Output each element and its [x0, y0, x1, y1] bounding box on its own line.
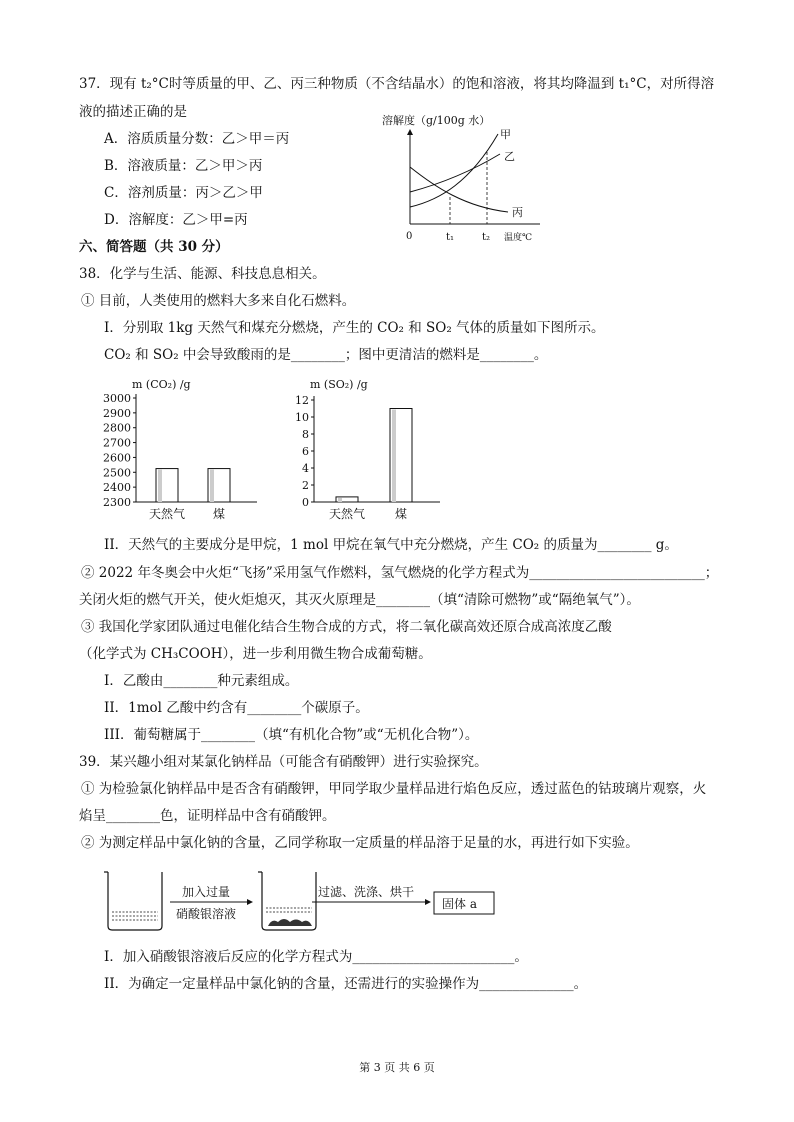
chart-1-ytick-label: 0: [302, 496, 309, 509]
solubility-graph: [380, 112, 550, 252]
curve-bing: [410, 167, 508, 212]
chart-1-ytick-label: 6: [302, 445, 309, 458]
q39-part2-ii: II．为确定一定量样品中氯化钠的含量，还需进行的实验操作为______________。: [104, 976, 588, 992]
chart-1-bar-shade: [392, 410, 396, 503]
curve-bing-label: 丙: [512, 206, 523, 219]
chart-1-ytick-label: 10: [295, 411, 309, 424]
chart-0-bar-shade: [158, 470, 162, 502]
q38-part3-line2: （化学式为 CH₃COOH），进一步利用微生物合成葡萄糖。: [79, 646, 432, 662]
q39-part1-line1: ① 为检验氯化钠样品中是否含有硝酸钾，甲同学取少量样品进行焰色反应，透过蓝色的钴玻璃片观察，火: [81, 781, 707, 797]
page-footer: 第 3 页 共 6 页: [359, 1061, 435, 1074]
chart-0-ytick-label: 2800: [103, 421, 131, 435]
q38-part3-iii: III．葡萄糖属于________（填“有机化合物”或“无机化合物”）。: [104, 727, 479, 743]
q39-stem: 39．某兴趣小组对某氯化钠样品（可能含有硝酸钾）进行实验探究。: [79, 754, 488, 770]
q37-stem-line2: 液的描述正确的是: [79, 104, 187, 120]
chart-1-ytick-label: 2: [302, 479, 309, 492]
graph-t2-label: t₂: [482, 232, 491, 243]
flow-step2: 过滤、洗涤、烘干: [318, 885, 415, 899]
q37-option-b: B．溶液质量：乙＞甲＞丙: [104, 158, 263, 174]
q39-part2-i: I．加入硝酸银溶液后反应的化学方程式为________________________。: [104, 949, 528, 965]
q38-part2-line2: 关闭火炬的燃气开关，使火炬熄灭，其灭火原理是________（填“清除可燃物”或“隔绝氧气”）。: [79, 592, 640, 608]
chart-0-bar-shade: [210, 470, 214, 502]
q39-part1-line2: 焰呈________色，证明样品中含有硝酸钾。: [79, 808, 336, 824]
chart-0-category-label: 天然气: [148, 507, 186, 521]
graph-xlabel: 温度℃: [504, 233, 533, 243]
chart-0-ytick-label: 2500: [103, 466, 131, 480]
q37-option-d: D．溶解度：乙＞甲=丙: [104, 212, 248, 228]
curve-yi-label: 乙: [504, 150, 515, 163]
q38-part3-i: I．乙酸由________种元素组成。: [104, 673, 299, 689]
chart-1-ylabel: m (SO₂) /g: [310, 378, 368, 391]
flow-step1-bottom: 硝酸银溶液: [176, 907, 237, 921]
chart-1-category-label: 天然气: [328, 507, 366, 521]
graph-t1-label: t₁: [446, 232, 455, 243]
chart-1-ytick-label: 8: [302, 428, 309, 441]
chart-1-category-label: 煤: [394, 507, 408, 521]
q38-part1-i: I．分别取 1kg 天然气和煤充分燃烧，产生的 CO₂ 和 SO₂ 气体的质量如下图所示。: [104, 320, 605, 336]
graph-origin: 0: [406, 231, 413, 242]
flow-step1-top: 加入过量: [182, 885, 231, 899]
q38-part3-line1: ③ 我国化学家团队通过电催化结合生物合成的方式，将二氧化碳高效还原合成高浓度乙酸: [81, 619, 612, 635]
q37-stem-line1: 37．现有 t₂°C时等质量的甲、乙、丙三种物质（不含结晶水）的饱和溶液，将其均降温到 t₁°C，对所得溶: [79, 76, 715, 92]
q37-option-a: A．溶质质量分数：乙＞甲＝丙: [104, 131, 290, 147]
q38-part1-i-question: CO₂ 和 SO₂ 中会导致酸雨的是________；图中更清洁的燃料是________。: [104, 347, 548, 363]
chart-0-ylabel: m (CO₂) /g: [132, 378, 191, 391]
result-label: 固体 a: [442, 897, 477, 911]
chart-0-ytick-label: 2600: [103, 451, 131, 465]
chart-0-ytick-label: 2900: [103, 406, 131, 420]
q38-part2-line1: ② 2022 年冬奥会中火炬“飞扬”采用氢气作燃料，氢气燃烧的化学方程式为__________________________；: [81, 565, 719, 581]
q37-option-c: C．溶剂质量：丙＞乙＞甲: [104, 185, 263, 201]
section-6-title: 六、简答题（共 30 分）: [79, 239, 229, 255]
graph-ylabel: 溶解度（g/100g 水）: [382, 114, 491, 127]
q38-part1: ① 目前，人类使用的燃料大多来自化石燃料。: [81, 293, 356, 309]
chart-1-bar-shade: [338, 498, 342, 502]
chart-0-ytick-label: 3000: [103, 392, 131, 405]
so2-bar-chart: [290, 376, 450, 526]
q38-part3-ii: II．1mol 乙酸中约含有________个碳原子。: [104, 700, 369, 716]
experiment-flow-diagram: [100, 868, 500, 938]
chart-0-ytick-label: 2400: [103, 481, 131, 495]
q39-part2: ② 为测定样品中氯化钠的含量，乙同学称取一定质量的样品溶于足量的水，再进行如下实验。: [81, 835, 639, 851]
beaker-1: [104, 872, 162, 930]
chart-1-ytick-label: 4: [302, 462, 309, 475]
chart-0-category-label: 煤: [212, 507, 226, 521]
co2-bar-chart: [92, 376, 272, 526]
curve-jia-label: 甲: [500, 128, 511, 141]
chart-0-ytick-label: 2700: [103, 436, 131, 450]
chart-1-ytick-label: 12: [295, 394, 309, 407]
q38-part1-ii: II．天然气的主要成分是甲烷，1 mol 甲烷在氧气中充分燃烧，产生 CO₂ 的质量为________ g。: [104, 537, 678, 553]
q38-stem: 38．化学与生活、能源、科技息息相关。: [79, 266, 326, 282]
beaker-2: [258, 872, 316, 930]
chart-0-ytick-label: 2300: [103, 496, 131, 509]
